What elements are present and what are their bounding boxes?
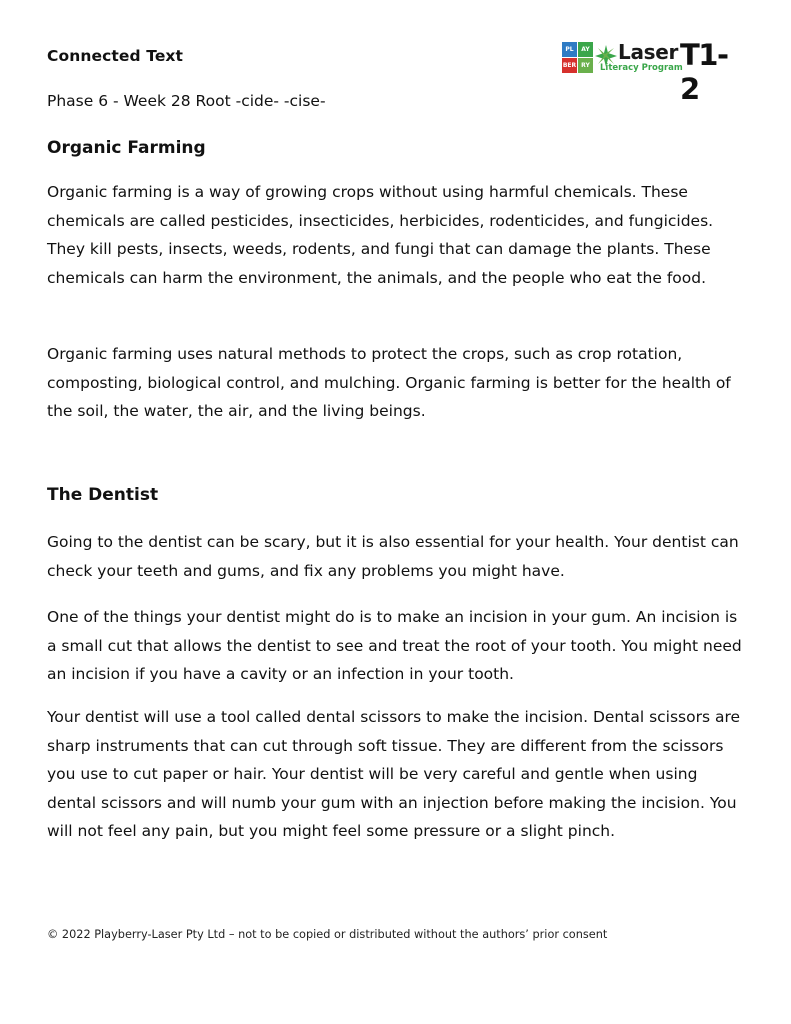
paragraph: One of the things your dentist might do is to make an incision in your gum. An incision is a small cut that allows the dentist to see and treat the root of your tooth. You might need an incision if you have a cavity or an infection in your tooth. [47, 608, 742, 683]
logo-tile: RY [578, 58, 593, 73]
playberry-tiles-icon [562, 42, 594, 74]
logo-tile: PL [562, 42, 577, 57]
section-heading: The Dentist [47, 485, 159, 505]
section-heading: Organic Farming [47, 138, 206, 158]
paragraph: Organic farming uses natural methods to protect the crops, such as crop rotation, composting, biological control, and mulching. Organic farming is better for the health of the soil, the water, the air, and the living beings. [47, 345, 731, 420]
level-badge: T1-2 [680, 38, 728, 106]
logo-subtitle: Literacy Program [600, 63, 683, 73]
logo-word: Laser [618, 40, 679, 64]
paragraph: Going to the dentist can be scary, but it is also essential for your health. Your dentist can check your teeth and gums, and fix any problems you might have. [47, 533, 739, 580]
phase-week-line: Phase 6 - Week 28 Root -cide- -cise- [47, 92, 326, 110]
logo-tile: AY [578, 42, 593, 57]
connected-text-label: Connected Text [47, 47, 184, 65]
paragraph: Organic farming is a way of growing crops without using harmful chemicals. These chemicals are called pesticides, insecticides, herbicides, rodenticides, and fungicides. They kill pests, insects, weeds, rodents, and fungi that can damage the plants. These chemicals can harm the environment, the animals, and the people who eat the food. [47, 183, 714, 287]
paragraph: Your dentist will use a tool called dental scissors to make the incision. Dental scissors are sharp instruments that can cut through soft tissue. They are different from the scissors you use to cut paper or hair. Your dentist will be very careful and gentle when using dental scissors and will numb your gum with an injection before making the incision. You will not feel any pain, but you might feel some pressure or a slight pinch. [47, 708, 741, 840]
copyright-footer: © 2022 Playberry-Laser Pty Ltd – not to be copied or distributed without the authors’ prior consent [47, 928, 608, 941]
logo-tile: BER [562, 58, 577, 73]
laser-literacy-logo [562, 38, 742, 106]
